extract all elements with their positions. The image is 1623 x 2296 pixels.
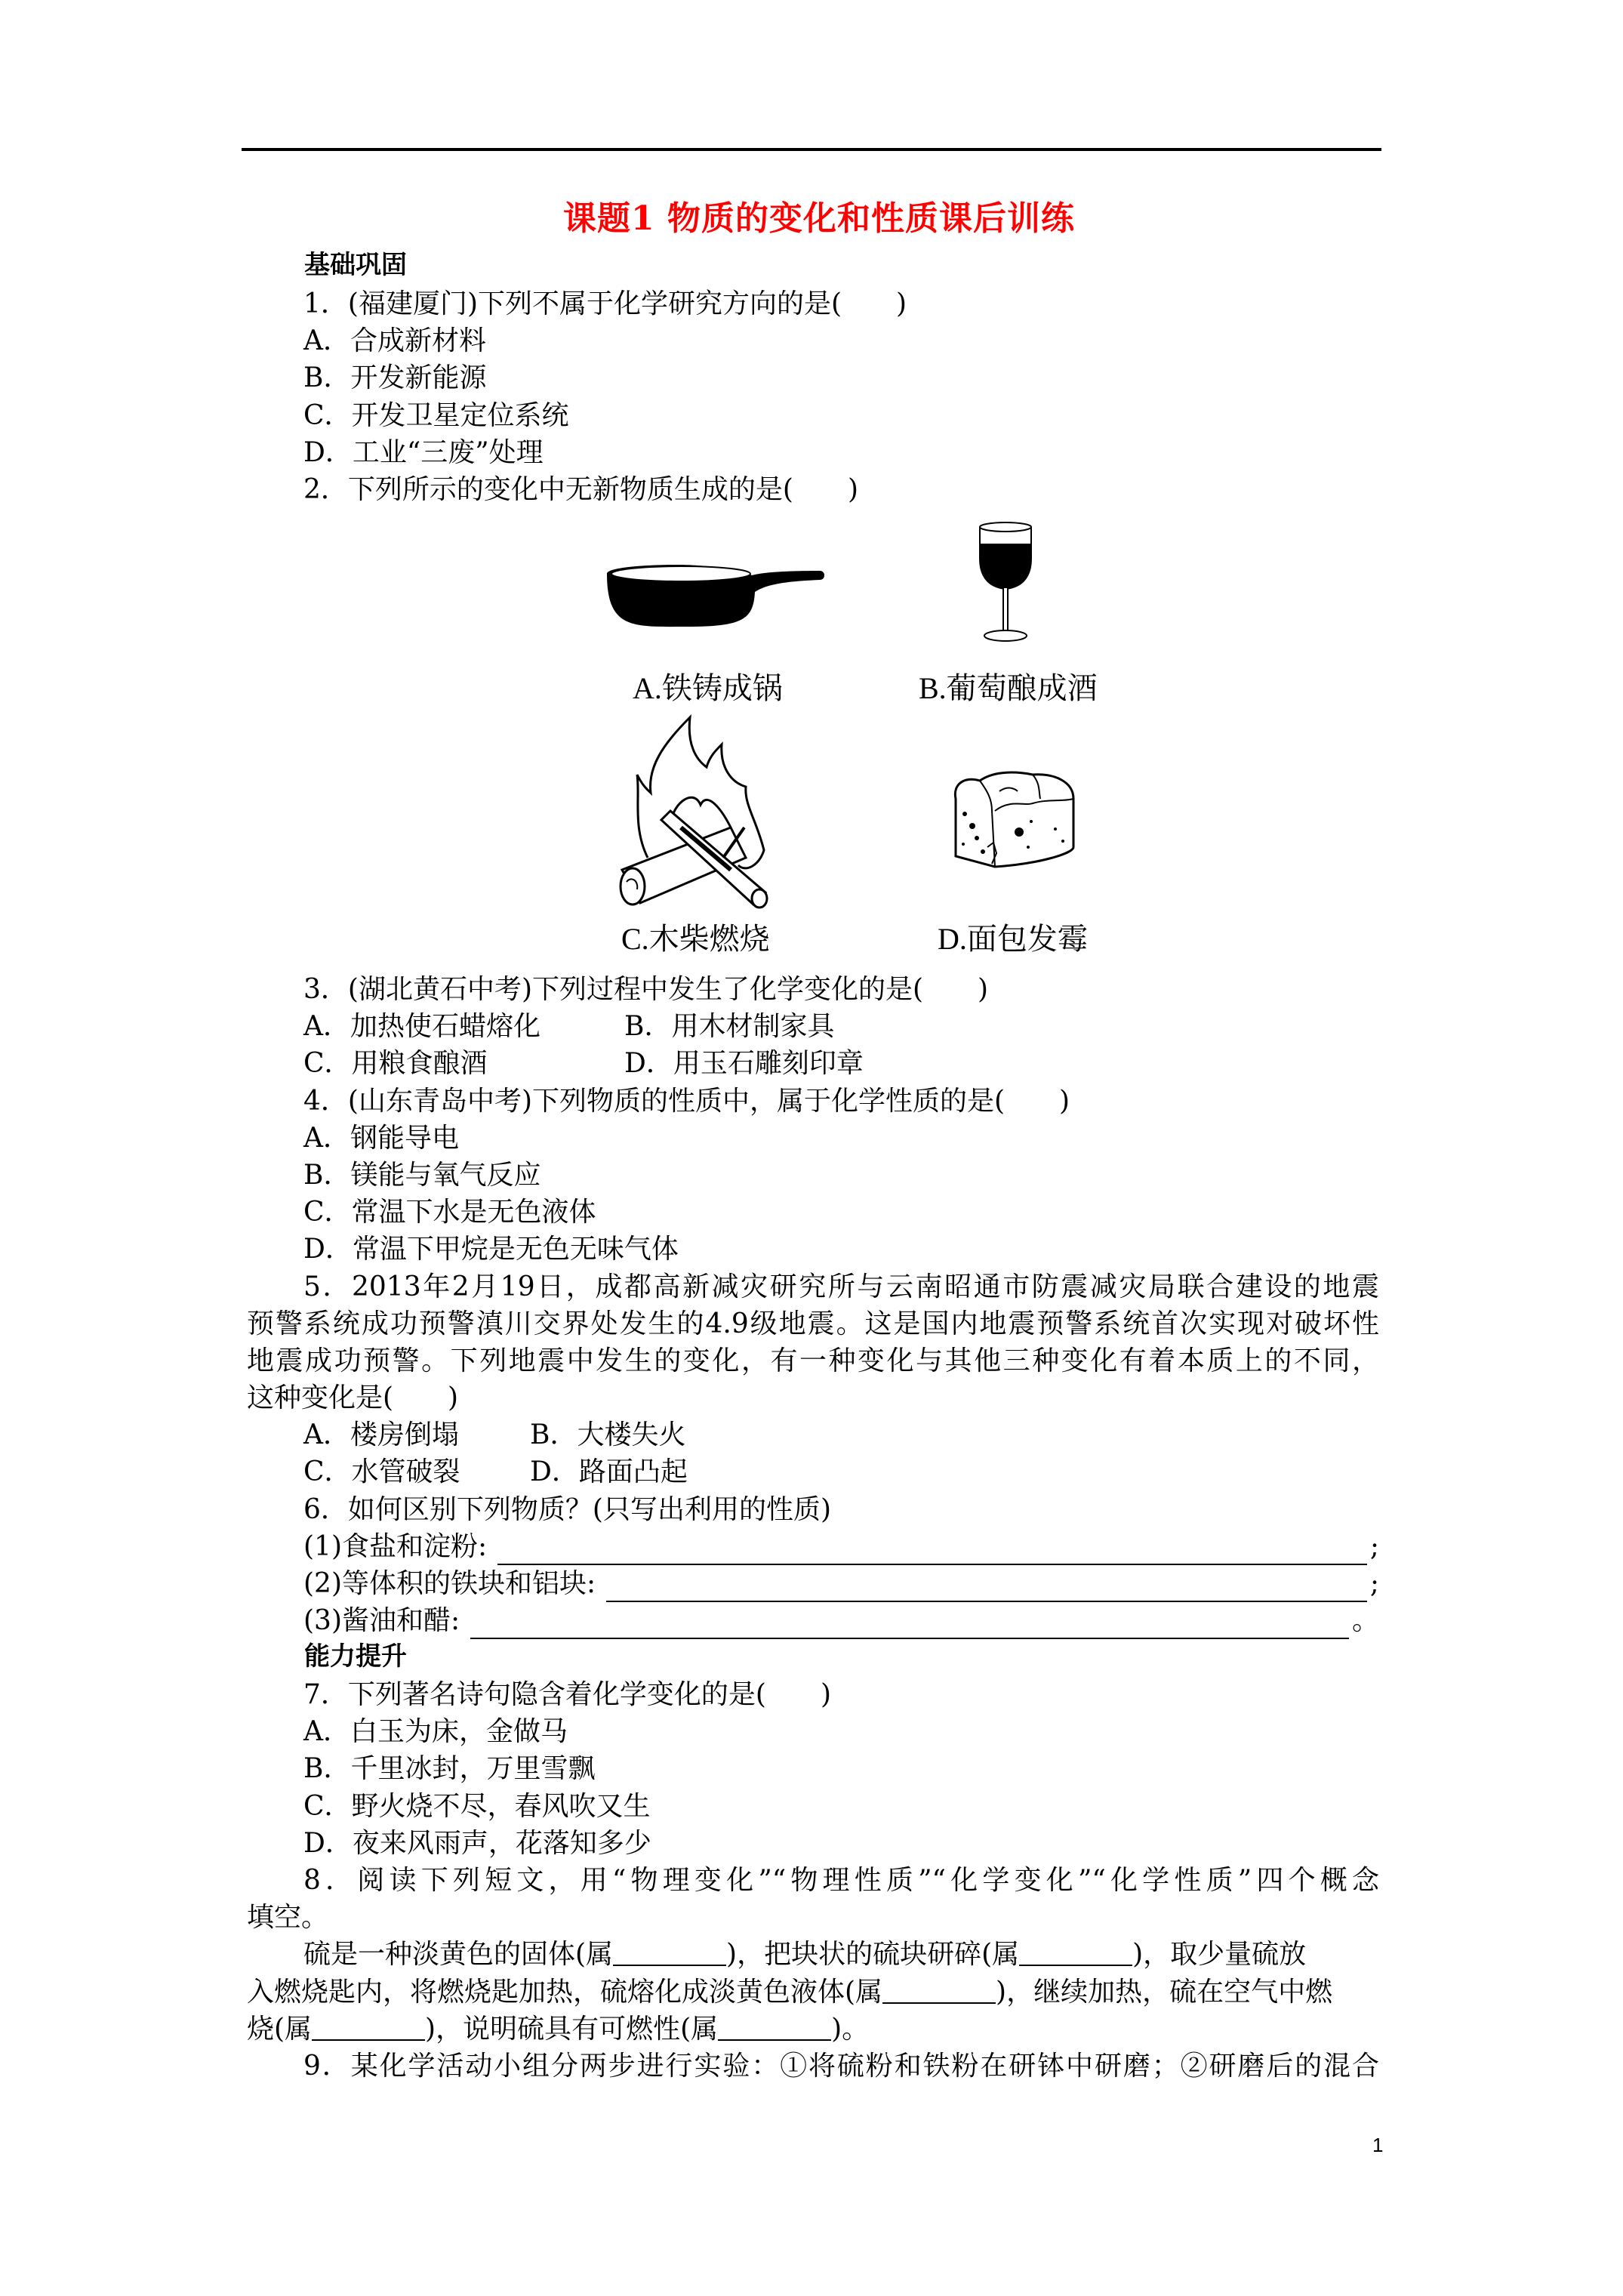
question-6-item-2-end: ; bbox=[1369, 1567, 1379, 1599]
question-5-line-4: 这种变化是( ) bbox=[247, 1382, 459, 1414]
passage-text: 烧(属 bbox=[247, 2013, 313, 2045]
question-1-option-b: B．开发新能源 bbox=[303, 362, 487, 394]
question-5-option-c: C．水管破裂 bbox=[303, 1456, 460, 1488]
question-1 bbox=[247, 285, 1379, 508]
question-6-item-3-end: 。 bbox=[1351, 1605, 1379, 1637]
question-1-stem: 1．(福建厦门)下列不属于化学研究方向的是( ) bbox=[303, 288, 907, 319]
passage-text: )，继续加热，硫在空气中燃 bbox=[996, 1976, 1333, 2008]
question-1-option-a: A．合成新材料 bbox=[303, 325, 486, 357]
question-6-item-1-label: (1)食盐和淀粉: bbox=[303, 1530, 488, 1562]
answer-blank-8-3[interactable] bbox=[882, 1975, 996, 2004]
question-1-option-c: C．开发卫星定位系统 bbox=[303, 399, 569, 431]
question-6-item-1-end: ; bbox=[1369, 1530, 1379, 1562]
moldy-bread-icon bbox=[950, 769, 1079, 871]
question-3-stem: 3．(湖北黄石中考)下列过程中发生了化学变化的是( ) bbox=[303, 974, 989, 1005]
answer-blank-8-2[interactable] bbox=[1019, 1937, 1132, 1966]
question-8-passage-line-3 bbox=[247, 2011, 1379, 2048]
question-3-option-b: B．用木材制家具 bbox=[624, 1011, 835, 1043]
question-4-stem: 4．(山东青岛中考)下列物质的性质中，属于化学性质的是( ) bbox=[303, 1085, 1070, 1117]
answer-blank-8-1[interactable] bbox=[613, 1937, 726, 1966]
wine-glass-icon bbox=[977, 521, 1036, 645]
question-6-item-3-label: (3)酱油和醋: bbox=[303, 1605, 460, 1637]
question-4-option-c: C．常温下水是无色液体 bbox=[303, 1197, 596, 1228]
question-5-line-3: 地震成功预警。下列地震中发生的变化，有一种变化与其他三种变化有着本质上的不同， bbox=[247, 1345, 1379, 1376]
header-rule bbox=[242, 148, 1381, 151]
question-5-line-1: 5．2013年2月19日，成都高新减灾研究所与云南昭通市防震减灾局联合建设的地震 bbox=[303, 1271, 1379, 1302]
question-3-options-ab bbox=[247, 1008, 1379, 1045]
passage-text: )，说明硫具有可燃性(属 bbox=[425, 2013, 719, 2045]
campfire-icon bbox=[617, 714, 793, 909]
question-7-option-b: B．千里冰封，万里雪飘 bbox=[303, 1753, 596, 1785]
question-5-option-a: A．楼房倒塌 bbox=[303, 1419, 459, 1451]
question-4-option-d: D．常温下甲烷是无色无味气体 bbox=[303, 1234, 679, 1265]
question-7-option-a: A．白玉为床，金做马 bbox=[303, 1716, 568, 1748]
answer-blank-8-4[interactable] bbox=[312, 2012, 425, 2041]
question-7-option-d: D．夜来风雨声，花落知多少 bbox=[303, 1827, 651, 1859]
question-8-stem-line-1: 8．阅读下列短文，用“物理变化”“物理性质”“化学变化”“化学性质”四个概念 bbox=[303, 1864, 1379, 1896]
passage-text: )。 bbox=[831, 2013, 870, 2045]
passage-text: )，取少量硫放 bbox=[1132, 1939, 1307, 1971]
answer-blank-6-3[interactable] bbox=[470, 1612, 1349, 1639]
passage-text: 入燃烧匙内，将燃烧匙加热，硫熔化成淡黄色液体(属 bbox=[247, 1976, 883, 2008]
question-5-options-cd bbox=[247, 1453, 1379, 1490]
question-8-stem-line-2: 填空。 bbox=[247, 1902, 329, 1934]
answer-blank-8-5[interactable] bbox=[718, 2012, 831, 2041]
passage-text: )，把块状的硫块研碎(属 bbox=[726, 1939, 1020, 1971]
question-7-stem: 7．下列著名诗句隐含着化学变化的是( ) bbox=[303, 1679, 831, 1710]
question-4-option-a: A．钢能导电 bbox=[303, 1122, 459, 1154]
answer-blank-6-1[interactable] bbox=[497, 1538, 1367, 1565]
question-5-option-b: B．大楼失火 bbox=[530, 1419, 686, 1451]
question-3-option-a: A．加热使石蜡熔化 bbox=[303, 1011, 540, 1043]
page-number: 1 bbox=[1372, 2134, 1384, 2156]
questions-3-to-6 bbox=[247, 971, 1379, 1639]
question-6-item-2-label: (2)等体积的铁块和铝块: bbox=[303, 1567, 596, 1599]
frying-pan-icon bbox=[604, 559, 827, 631]
section-heading-advanced: 能力提升 bbox=[304, 1641, 407, 1672]
question-7-option-c: C．野火烧不尽，春风吹又生 bbox=[303, 1790, 651, 1822]
question-6-item-3 bbox=[247, 1602, 1379, 1639]
questions-7-to-9 bbox=[247, 1676, 1379, 2085]
question-6-item-2 bbox=[247, 1565, 1379, 1602]
figure-label-c: C.木柴燃烧 bbox=[621, 922, 770, 956]
question-3-option-d: D．用玉石雕刻印章 bbox=[624, 1048, 864, 1080]
page-title: 课题1 物质的变化和性质课后训练 bbox=[563, 199, 1075, 238]
passage-text: 硫是一种淡黄色的固体(属 bbox=[303, 1939, 614, 1971]
answer-blank-6-2[interactable] bbox=[606, 1575, 1367, 1602]
question-5-options-ab bbox=[247, 1416, 1379, 1453]
question-4-option-b: B．镁能与氧气反应 bbox=[303, 1159, 541, 1191]
figure-label-d: D.面包发霉 bbox=[938, 922, 1088, 956]
question-9-line-1: 9．某化学活动小组分两步进行实验：①将硫粉和铁粉在研钵中研磨；②研磨后的混合 bbox=[303, 2050, 1379, 2082]
question-6-stem: 6．如何区别下列物质？(只写出利用的性质) bbox=[303, 1493, 831, 1525]
question-6-item-1 bbox=[247, 1528, 1379, 1565]
question-5-option-d: D．路面凸起 bbox=[530, 1456, 688, 1488]
question-2-stem: 2．下列所示的变化中无新物质生成的是( ) bbox=[303, 473, 858, 505]
question-8-passage-line-1 bbox=[247, 1936, 1379, 1973]
section-heading-basic: 基础巩固 bbox=[304, 250, 407, 280]
figure-label-a: A.铁铸成锅 bbox=[633, 671, 783, 705]
question-8-passage-line-2 bbox=[247, 1974, 1379, 2011]
question-5-line-2: 预警系统成功预警滇川交界处发生的4.9级地震。这是国内地震预警系统首次实现对破坏性 bbox=[247, 1308, 1379, 1339]
question-1-option-d: D．工业“三废”处理 bbox=[303, 436, 544, 468]
question-3-options-cd bbox=[247, 1045, 1379, 1082]
question-3-option-c: C．用粮食酿酒 bbox=[303, 1048, 488, 1080]
figure-label-b: B.葡萄酿成酒 bbox=[919, 671, 1098, 705]
